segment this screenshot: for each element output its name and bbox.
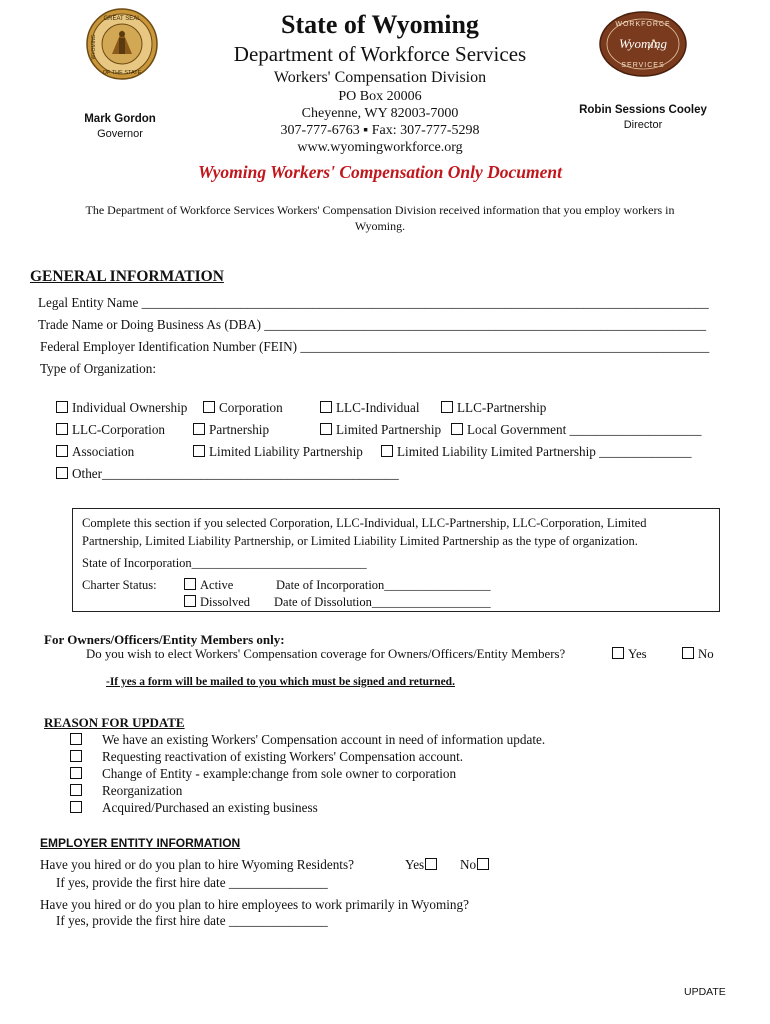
org-limited-partnership-option[interactable] bbox=[320, 422, 441, 438]
logo-text-top: WORKFORCE bbox=[615, 21, 671, 28]
date-of-incorporation-field[interactable]: Date of Incorporation_________________ bbox=[276, 578, 491, 592]
local-government-checkbox[interactable] bbox=[451, 423, 463, 435]
intro-line-1: The Department of Workforce Services Workers' Compensation Division received information that you employ workers in bbox=[85, 203, 675, 217]
llp-checkbox[interactable] bbox=[193, 445, 205, 457]
employer-q1-hire-date-field[interactable]: If yes, provide the first hire date _______________ bbox=[56, 875, 328, 890]
reason-checkbox[interactable] bbox=[70, 801, 82, 813]
owners-yes-label: Yes bbox=[628, 647, 647, 661]
director-title: Director bbox=[623, 119, 663, 131]
other-checkbox[interactable] bbox=[56, 467, 68, 479]
owners-yes-option[interactable] bbox=[612, 647, 647, 662]
employer-q2: Have you hired or do you plan to hire employees to work primarily in Wyoming? bbox=[40, 897, 469, 912]
legal-entity-name-field[interactable]: Legal Entity Name ______________________________________________________________________________________ bbox=[38, 295, 709, 310]
charter-dissolved-option[interactable] bbox=[184, 595, 250, 610]
q1-yes-label: Yes bbox=[405, 857, 425, 872]
reason-label: Reorganization bbox=[102, 783, 183, 798]
governor-title: Governor bbox=[97, 128, 143, 140]
corporation-checkbox[interactable] bbox=[203, 401, 215, 413]
address-city: Cheyenne, WY 82003-7000 bbox=[301, 106, 459, 121]
org-other-option[interactable] bbox=[56, 466, 399, 482]
employer-q1-yes-option[interactable] bbox=[405, 857, 441, 873]
owners-heading: For Owners/Officers/Entity Members only: bbox=[44, 632, 285, 647]
individual-checkbox[interactable] bbox=[56, 401, 68, 413]
general-information-heading: GENERAL INFORMATION bbox=[30, 268, 224, 285]
seal-text-side: WYOMING bbox=[91, 34, 97, 60]
owners-no-checkbox[interactable] bbox=[682, 647, 694, 659]
limited-partnership-label: Limited Partnership bbox=[336, 422, 442, 437]
association-checkbox[interactable] bbox=[56, 445, 68, 457]
active-checkbox[interactable] bbox=[184, 578, 196, 590]
limited-partnership-checkbox[interactable] bbox=[320, 423, 332, 435]
reason-item[interactable] bbox=[70, 766, 456, 782]
intro-line-2: Wyoming. bbox=[354, 219, 406, 233]
org-lllp-option[interactable] bbox=[381, 444, 691, 460]
seal-text-bottom: OF THE STATE bbox=[102, 70, 142, 76]
governor-name: Mark Gordon bbox=[84, 113, 156, 125]
q1-no-checkbox[interactable] bbox=[477, 858, 489, 870]
q1-yes-checkbox[interactable] bbox=[425, 858, 437, 870]
box-instruction-line-1: Complete this section if you selected Corporation, LLC-Individual, LLC-Partnership, LLC-Corporation, Limited bbox=[82, 516, 647, 530]
partnership-checkbox[interactable] bbox=[193, 423, 205, 435]
q1-no-label: No bbox=[460, 857, 477, 872]
website-link[interactable]: www.wyomingworkforce.org bbox=[297, 140, 463, 155]
dba-field[interactable]: Trade Name or Doing Business As (DBA) ___________________________________________________________________ bbox=[38, 317, 707, 332]
employer-heading: EMPLOYER ENTITY INFORMATION bbox=[40, 836, 241, 850]
type-of-organization-label: Type of Organization: bbox=[40, 361, 157, 376]
po-box: PO Box 20006 bbox=[338, 89, 422, 104]
reason-item[interactable] bbox=[70, 783, 182, 799]
fein-field[interactable]: Federal Employer Identification Number (FEIN) ______________________________________________________________ bbox=[40, 339, 710, 354]
active-label: Active bbox=[200, 578, 234, 592]
reason-label: We have an existing Workers' Compensation account in need of information update. bbox=[102, 732, 546, 747]
employer-q1-no-option[interactable] bbox=[460, 857, 493, 873]
lllp-label: Limited Liability Limited Partnership ______________ bbox=[397, 444, 692, 459]
lllp-checkbox[interactable] bbox=[381, 445, 393, 457]
org-individual-option[interactable] bbox=[56, 400, 187, 416]
reason-checkbox[interactable] bbox=[70, 784, 82, 796]
charter-status-label: Charter Status: bbox=[82, 578, 157, 592]
state-title: State of Wyoming bbox=[281, 10, 479, 39]
seal-text-top: GREAT SEAL bbox=[103, 16, 141, 22]
corporation-label: Corporation bbox=[219, 400, 283, 415]
llc-corporation-label: LLC-Corporation bbox=[72, 422, 166, 437]
reason-checkbox[interactable] bbox=[70, 733, 82, 745]
individual-label: Individual Ownership bbox=[72, 400, 188, 415]
org-corporation-option[interactable] bbox=[203, 400, 283, 416]
owners-no-label: No bbox=[698, 647, 714, 661]
reason-heading: REASON FOR UPDATE bbox=[44, 715, 185, 730]
association-label: Association bbox=[72, 444, 135, 459]
phone-fax: 307-777-6763 ▪ Fax: 307-777-5298 bbox=[280, 123, 480, 138]
llc-individual-label: LLC-Individual bbox=[336, 400, 420, 415]
org-llp-option[interactable] bbox=[193, 444, 363, 460]
state-seal-logo bbox=[86, 8, 158, 80]
box-instruction-line-2: Partnership, Limited Liability Partnership, or Limited Liability Limited Partnership as the type of organization. bbox=[82, 534, 638, 548]
employer-q1: Have you hired or do you plan to hire Wyoming Residents? bbox=[40, 857, 354, 872]
reason-item[interactable] bbox=[70, 732, 545, 748]
logo-text-bottom: SERVICES bbox=[621, 62, 665, 69]
owners-yes-checkbox[interactable] bbox=[612, 647, 624, 659]
other-label: Other_____________________________________________ bbox=[72, 466, 399, 481]
llc-partnership-label: LLC-Partnership bbox=[457, 400, 547, 415]
reason-label: Acquired/Purchased an existing business bbox=[102, 800, 318, 815]
department-title: Department of Workforce Services bbox=[233, 42, 527, 66]
org-association-option[interactable] bbox=[56, 444, 134, 460]
llc-partnership-checkbox[interactable] bbox=[441, 401, 453, 413]
reason-label: Requesting reactivation of existing Workers' Compensation account. bbox=[102, 749, 464, 764]
owners-coverage-question: Do you wish to elect Workers' Compensation coverage for Owners/Officers/Entity Members? bbox=[86, 647, 566, 661]
owners-note: -If yes a form will be mailed to you which must be signed and returned. bbox=[106, 676, 455, 688]
llp-label: Limited Liability Partnership bbox=[209, 444, 363, 459]
division-title: Workers' Compensation Division bbox=[273, 69, 487, 86]
update-tag: UPDATE bbox=[684, 986, 726, 998]
workforce-services-logo bbox=[598, 10, 688, 78]
org-llc-corporation-option[interactable] bbox=[56, 422, 165, 438]
director-name: Robin Sessions Cooley bbox=[579, 104, 707, 116]
local-government-label: Local Government ____________________ bbox=[467, 422, 702, 437]
llc-corporation-checkbox[interactable] bbox=[56, 423, 68, 435]
logo-text-mid: Wyoming bbox=[619, 36, 667, 51]
reason-label: Change of Entity - example:change from sole owner to corporation bbox=[102, 766, 457, 781]
reason-item[interactable] bbox=[70, 800, 318, 816]
org-llc-partnership-option[interactable] bbox=[441, 400, 546, 416]
document-title: Wyoming Workers' Compensation Only Document bbox=[198, 162, 562, 182]
dissolved-label: Dissolved bbox=[200, 595, 250, 609]
date-of-dissolution-field[interactable]: Date of Dissolution___________________ bbox=[274, 595, 491, 609]
dissolved-checkbox[interactable] bbox=[184, 595, 196, 607]
org-partnership-option[interactable] bbox=[193, 422, 269, 438]
employer-q2-hire-date-field[interactable]: If yes, provide the first hire date _______________ bbox=[56, 913, 328, 928]
charter-active-option[interactable] bbox=[184, 578, 233, 593]
org-llc-individual-option[interactable] bbox=[320, 400, 420, 416]
reason-item[interactable] bbox=[70, 749, 463, 765]
owners-no-option[interactable] bbox=[682, 647, 714, 662]
llc-individual-checkbox[interactable] bbox=[320, 401, 332, 413]
reason-checkbox[interactable] bbox=[70, 767, 82, 779]
org-local-government-option[interactable] bbox=[451, 422, 701, 438]
reason-checkbox[interactable] bbox=[70, 750, 82, 762]
partnership-label: Partnership bbox=[209, 422, 270, 437]
state-of-incorporation-field[interactable]: State of Incorporation____________________________ bbox=[82, 556, 367, 570]
